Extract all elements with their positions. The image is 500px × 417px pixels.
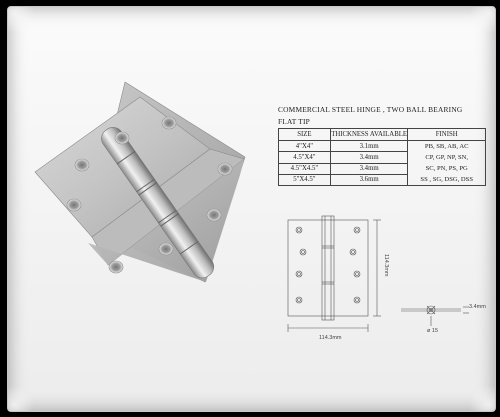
technical-drawing bbox=[273, 210, 488, 350]
header-finish: FINISH bbox=[408, 129, 486, 141]
cell-thickness: 3.1mm bbox=[330, 141, 408, 152]
cell-thickness: 3.4mm bbox=[330, 163, 408, 174]
hinge-photo bbox=[30, 77, 280, 317]
title-line-1: COMMERCIAL STEEL HINGE , TWO BALL BEARING bbox=[278, 105, 463, 114]
drawing-knuckle-label: ø 15 bbox=[427, 328, 439, 334]
corner-glint bbox=[7, 6, 34, 33]
corner-glint bbox=[7, 385, 34, 412]
table-row bbox=[279, 141, 486, 152]
finish-line: PB, SB, AB, AC bbox=[424, 143, 469, 150]
finish-line: SS , SG, DSG, DSS bbox=[420, 176, 474, 183]
cell-thickness: 3.6mm bbox=[330, 174, 408, 185]
drawing-height-label: 114.3mm bbox=[383, 254, 389, 277]
corner-glint bbox=[469, 385, 496, 412]
drawing-thickness-label: 3.4mm bbox=[469, 304, 486, 310]
finish-line: SC, PN, PS, PG bbox=[425, 165, 468, 172]
cell-thickness: 3.4mm bbox=[330, 152, 408, 163]
title-line-2: FLAT TIP bbox=[278, 117, 310, 126]
cell-size: 5"X4.5" bbox=[279, 174, 331, 185]
table-header-row bbox=[279, 129, 486, 141]
drawing-holes bbox=[296, 227, 360, 303]
cell-size: 4"X4" bbox=[279, 141, 331, 152]
cell-size: 4.5"X4" bbox=[279, 152, 331, 163]
header-thickness: THICKNESS AVAILABLE bbox=[330, 129, 408, 141]
drawing-width-label: 114.3mm bbox=[319, 335, 342, 341]
drawing-knuckle bbox=[322, 216, 334, 320]
cell-size: 4.5"X4.5" bbox=[279, 163, 331, 174]
cell-finish bbox=[408, 141, 486, 186]
finish-line: CP, GP, NP, SN, bbox=[425, 154, 469, 161]
product-title bbox=[278, 104, 488, 128]
product-panel bbox=[7, 6, 496, 412]
spec-table bbox=[278, 128, 486, 186]
header-size: SIZE bbox=[279, 129, 331, 141]
corner-glint bbox=[469, 6, 496, 33]
drawing-leaf-outline bbox=[288, 220, 368, 316]
